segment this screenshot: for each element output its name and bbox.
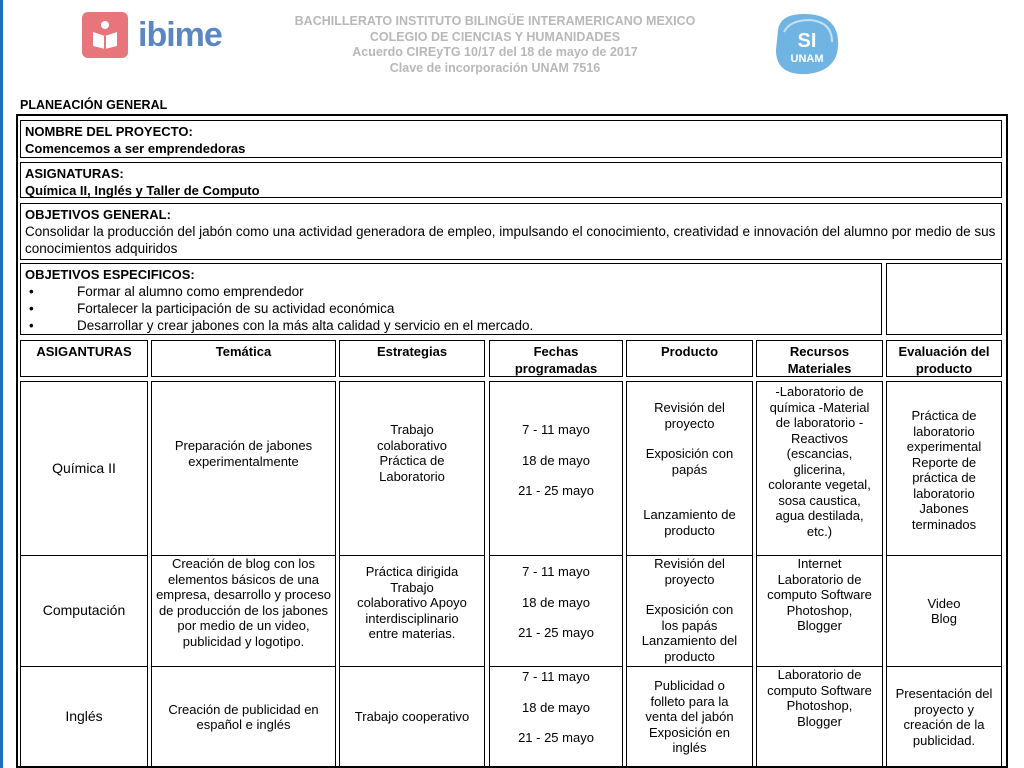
general-objective-text: Consolidar la producción del jabón como una actividad generadora de empleo, impulsando el conocimiento, creatividad e innovación del alumno por medio de sus conocimientos adquiridos bbox=[25, 224, 996, 256]
row2-recursos: Internet Laboratorio de computo Software Photoshop, Blogger bbox=[756, 555, 883, 667]
row1-asignatura: Química II bbox=[20, 381, 148, 556]
row1-estrategias: Trabajo colaborativo Práctica de Laboratorio bbox=[339, 381, 485, 556]
row3-tematica: Creación de publicidad en español e inglés bbox=[151, 666, 336, 768]
row3-evaluacion: Presentación del proyecto y creación de la publicidad. bbox=[886, 666, 1002, 768]
school-header-line: Clave de incorporación UNAM 7516 bbox=[389, 60, 601, 75]
project-name-label: NOMBRE DEL PROYECTO: bbox=[25, 124, 193, 139]
row1-fechas bbox=[489, 381, 623, 556]
specific-objectives-box bbox=[20, 263, 882, 335]
header-fechas-label: Fechas programadas bbox=[514, 344, 598, 376]
row3-recursos: Laboratorio de computo Software Photoshop, Blogger bbox=[756, 666, 883, 768]
row1-tematica: Preparación de jabones experimentalmente bbox=[151, 381, 336, 556]
ibime-logo bbox=[82, 11, 232, 59]
project-name-value: Comencemos a ser emprendedoras bbox=[25, 141, 246, 156]
fecha-item: 18 de mayo bbox=[522, 452, 590, 468]
school-header-line: Acuerdo CIREyTG 10/17 del 18 de mayo de 2017 bbox=[352, 45, 638, 59]
fecha-item: 21 - 25 mayo bbox=[518, 483, 594, 498]
si-logo-top: SI bbox=[797, 30, 817, 52]
fecha-item: 7 - 11 mayo bbox=[522, 669, 590, 684]
school-header bbox=[250, 14, 740, 76]
header-recursos bbox=[756, 340, 883, 377]
page-edge bbox=[0, 0, 3, 768]
row3-producto bbox=[626, 666, 753, 768]
subjects-box bbox=[20, 162, 1002, 198]
header-recursos-label: Recursos Materiales bbox=[787, 344, 852, 376]
row1-evaluacion: Práctica de laboratorio experimental Reporte de práctica de laboratorio Jabones terminados bbox=[886, 381, 1002, 556]
fecha-item: 21 - 25 mayo bbox=[518, 625, 594, 640]
si-logo-bottom: UNAM bbox=[790, 53, 824, 65]
producto-item: Exposición en inglés bbox=[649, 724, 730, 756]
subjects-label: ASIGNATURAS: bbox=[25, 166, 124, 181]
row3-fechas bbox=[489, 666, 623, 768]
header-tematica: Temática bbox=[151, 340, 336, 377]
project-name-box bbox=[20, 120, 1002, 158]
header-evaluacion: Evaluación del producto bbox=[886, 340, 1002, 377]
subjects-value: Química II, Inglés y Taller de Computo bbox=[25, 183, 260, 198]
producto-item: Exposición con papás bbox=[645, 446, 734, 477]
producto-item: Exposición con los papás bbox=[645, 602, 734, 633]
book-hands-icon bbox=[82, 12, 128, 58]
row2-fechas bbox=[489, 555, 623, 667]
general-objective-box bbox=[20, 203, 1002, 260]
producto-item: Lanzamiento del producto bbox=[641, 633, 738, 664]
si-unam-logo bbox=[770, 10, 842, 78]
row2-producto bbox=[626, 555, 753, 667]
fecha-item: 7 - 11 mayo bbox=[522, 564, 590, 579]
ibime-logo-text: ibime bbox=[138, 15, 222, 54]
fecha-item: 21 - 25 mayo bbox=[518, 730, 594, 745]
header-asignaturas: ASIGANTURAS bbox=[20, 340, 148, 377]
header-estrategias: Estrategias bbox=[339, 340, 485, 377]
fecha-item: 18 de mayo bbox=[522, 699, 590, 715]
list-item: • Formar al alumno como emprendedor bbox=[25, 283, 877, 300]
list-item: • Desarrollar y crear jabones con la más alta calidad y servicio en el mercado. bbox=[25, 317, 877, 334]
producto-item: Publicidad o folleto para la venta del jabón bbox=[645, 678, 734, 725]
school-header-line: COLEGIO DE CIENCIAS Y HUMANIDADES bbox=[369, 29, 621, 44]
producto-item: Revisión del proyecto bbox=[654, 556, 725, 587]
header-producto: Producto bbox=[626, 340, 753, 377]
school-header-line: BACHILLERATO INSTITUTO BILINGÜE INTERAMERICANO MEXICO bbox=[294, 14, 696, 28]
row1-recursos: -Laboratorio de química -Material de laboratorio -Reactivos (escancias, glicerina, colorante vegetal, sosa caustica, agua destilada, etc.) bbox=[756, 381, 883, 556]
page-title: PLANEACIÓN GENERAL bbox=[20, 98, 168, 112]
fecha-item: 18 de mayo bbox=[522, 594, 590, 610]
header-fechas bbox=[489, 340, 623, 377]
general-objective-label: OBJETIVOS GENERAL: bbox=[25, 207, 171, 222]
row2-tematica: Creación de blog con los elementos básicos de una empresa, desarrollo y proceso de producción de los jabones por medio de un video, publicidad y logotipo. bbox=[151, 555, 336, 667]
row2-asignatura: Computación bbox=[20, 555, 148, 667]
producto-item: Lanzamiento de producto bbox=[643, 507, 736, 538]
producto-item: Revisión del proyecto bbox=[654, 400, 725, 431]
row3-estrategias: Trabajo cooperativo bbox=[339, 666, 485, 768]
row2-estrategias: Práctica dirigida Trabajo colaborativo Apoyo interdisciplinario entre materias. bbox=[339, 555, 485, 667]
fecha-item: 7 - 11 mayo bbox=[522, 422, 590, 437]
list-item: • Fortalecer la participación de su actividad económica bbox=[25, 300, 877, 317]
row1-producto bbox=[626, 381, 753, 556]
row3-asignatura: Inglés bbox=[20, 666, 148, 768]
row2-evaluacion: Video Blog bbox=[886, 555, 1002, 667]
specific-objectives-label: OBJETIVOS ESPECIFICOS: bbox=[25, 267, 195, 282]
empty-box bbox=[886, 263, 1002, 335]
specific-objectives-list bbox=[25, 283, 877, 334]
